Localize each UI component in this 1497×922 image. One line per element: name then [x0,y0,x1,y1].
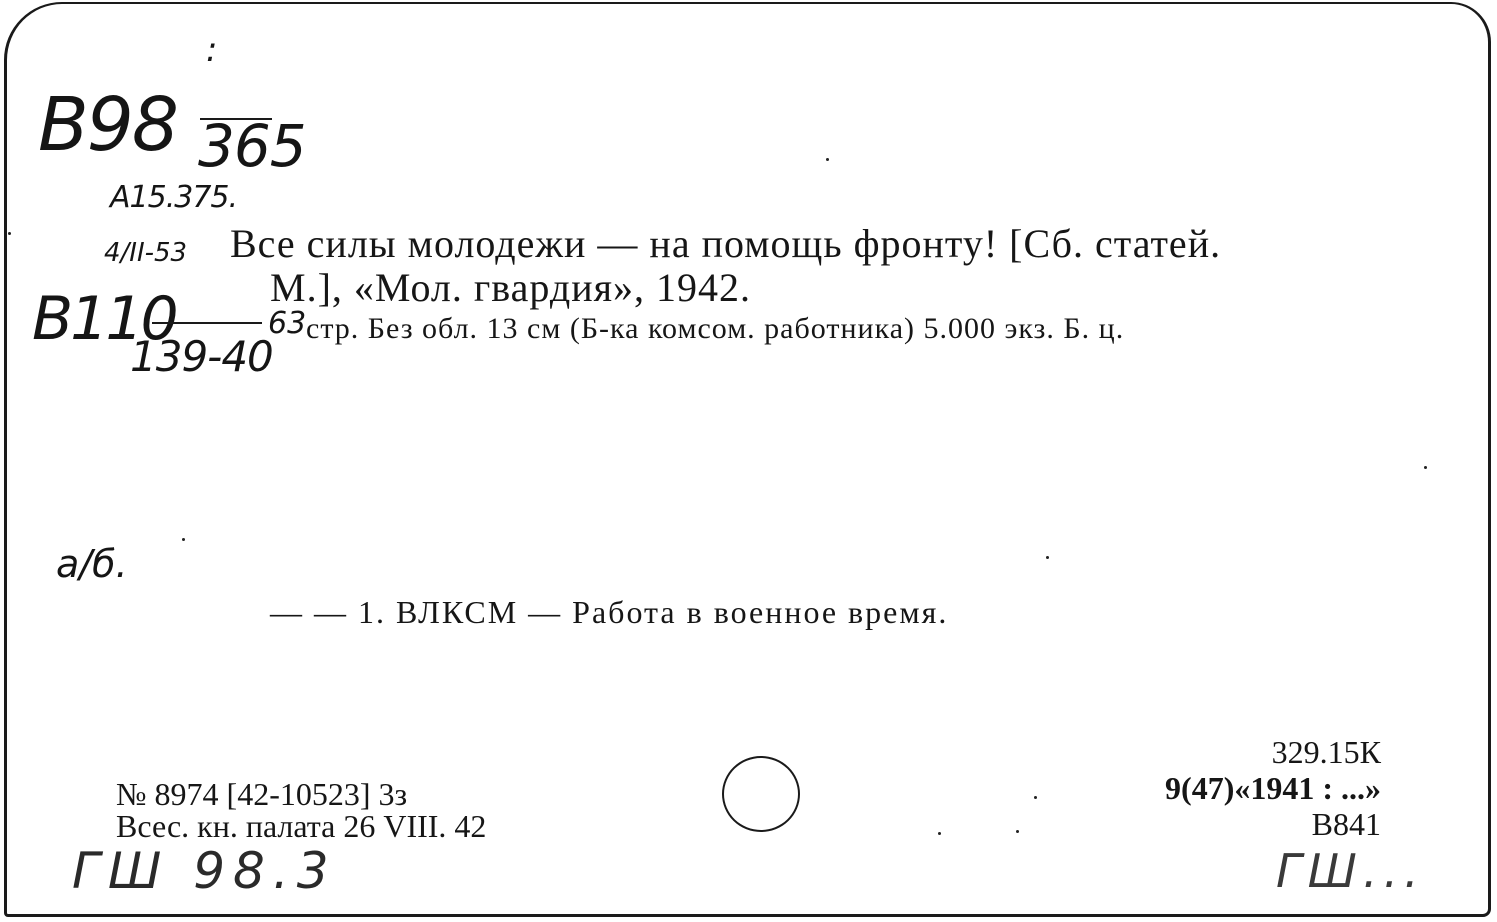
entry-imprint-line: М.], «Мол. гвардия», 1942. [270,265,752,310]
accession-date: 4/II-53 [104,238,188,268]
card-hole [722,756,800,832]
shelf-number-second: 139-40 [130,332,273,381]
shelf-mark-colon: : [206,30,218,70]
shelf-mark-second: В110 [32,284,176,354]
author-mark: В841 [1311,806,1381,842]
speck [1424,466,1427,469]
speck [182,538,185,541]
entry-description-line: стр. Без обл. 13 см (Б-ка комсом. работника) 5.000 экз. Б. ц. [306,312,1125,345]
pages-mark: 63 [268,306,307,341]
speck [1034,796,1037,799]
book-chamber-line: Всес. кн. палата 26 VIII. 42 [116,808,487,844]
shelf-number-top: 365 [198,112,306,180]
speck [826,158,829,161]
fraction-line-second [152,322,262,324]
classification-code: 329.15К [1271,734,1381,770]
speck [1016,830,1019,833]
classification-period: 9(47)«1941 : ...» [1165,770,1381,806]
speck [8,232,11,235]
speck [1046,556,1049,559]
accession-number: А15.375. [110,180,238,215]
subject-heading: — — 1. ВЛКСМ — Работа в военное время. [270,594,949,630]
shelf-mark-top: В98 [38,82,177,168]
stamp-bottom-left: ГШ 98.3 [72,842,337,900]
handwritten-note: а/б. [56,542,128,586]
speck [938,832,941,835]
entry-title-line: Все силы молодежи — на помощь фронту! [Сб. статей. [230,221,1222,266]
card-number: № 8974 [42-10523] 3з [116,776,408,812]
stamp-bottom-right: ГШ... [1276,844,1425,898]
